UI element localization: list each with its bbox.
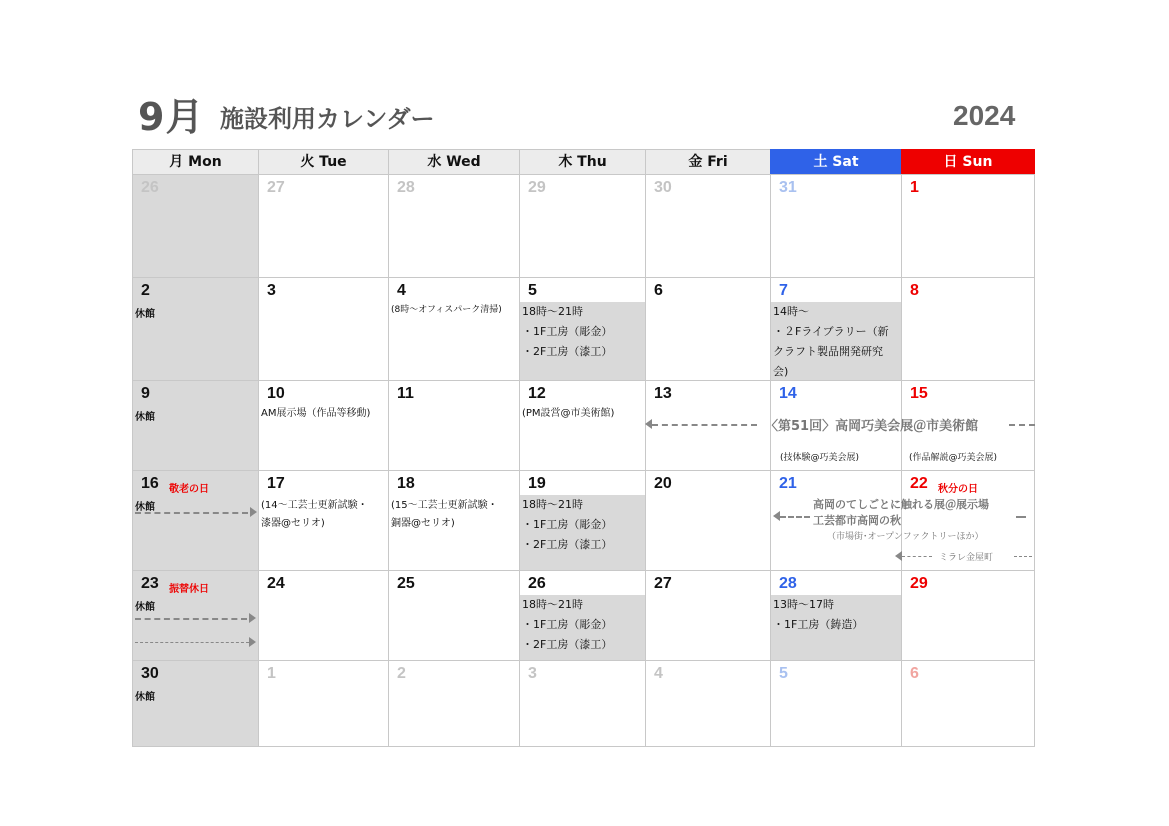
event-line: 13時～17時 [773,598,834,611]
day-number: 2 [397,665,406,682]
day-number: 5 [528,282,537,299]
weekday-header-tue: 火 Tue [258,149,389,175]
day-number: 10 [267,385,285,402]
day-number: 28 [397,179,415,196]
day-cell [519,660,646,747]
event-line: ・2F工房（漆工） [522,538,613,551]
day-number: 19 [528,475,546,492]
workshop-block [771,595,901,661]
day-cell [388,570,520,661]
event-note: (技体験@巧美会展) [780,453,860,463]
day-number: 17 [267,475,285,492]
day-cell [901,570,1035,661]
workshop-block [520,595,645,661]
dashed-line [780,516,810,518]
day-cell [132,277,259,381]
event-line: 18時～21時 [522,498,583,511]
day-cell [645,570,771,661]
day-cell [258,380,389,471]
day-cell [519,277,646,381]
day-cell [770,660,902,747]
day-cell [388,277,520,381]
day-number: 4 [397,282,406,299]
day-cell [901,174,1035,278]
day-cell [519,380,646,471]
weekday-header-fri: 金 Fri [645,149,771,175]
holiday-label: 敬老の日 [169,484,209,495]
day-cell [645,470,771,571]
dashed-line [1016,516,1026,518]
arrow-right-icon [249,613,256,623]
day-number: 3 [267,282,276,299]
day-cell [258,470,389,571]
day-cell [645,277,771,381]
day-cell [901,660,1035,747]
arrow-left-icon [773,511,780,521]
day-number: 30 [654,179,672,196]
closed-label: 休館 [135,602,155,613]
day-number: 12 [528,385,546,402]
arrow-left-icon [895,551,902,561]
weekday-header-sun: 日 Sun [901,149,1035,175]
day-number: 26 [141,179,159,196]
calendar-grid [132,149,1035,747]
day-number: 22 [910,475,928,492]
event-line: ・2F工房（漆工） [522,638,613,651]
month-title: 9月 [138,95,205,139]
day-cell [132,174,259,278]
event-line: ・1F工房（彫金） [522,518,613,531]
workshop-block [520,495,645,571]
day-number: 6 [910,665,919,682]
exhibition-banner: 〈第51回〉高岡巧美会展＠市美術館 [765,419,979,434]
day-number: 20 [654,475,672,492]
day-number: 31 [779,179,797,196]
day-cell [388,660,520,747]
dashed-line [652,424,757,426]
day-number: 29 [910,575,928,592]
day-number: 5 [779,665,788,682]
day-cell [519,570,646,661]
day-number: 3 [528,665,537,682]
day-cell [258,277,389,381]
day-number: 27 [267,179,285,196]
day-cell [132,660,259,747]
dashed-line [1009,424,1035,426]
event-note: (作品解説@巧美会展) [909,453,998,463]
weekday-header-sat: 土 Sat [770,149,902,175]
event-line: ・1F工房（彫金） [522,618,613,631]
event-line: 18時～21時 [522,598,583,611]
event-note: 銅器@セリオ) [391,518,455,529]
closed-label: 休館 [135,309,155,320]
arrow-right-icon [249,637,256,647]
day-cell [901,277,1035,381]
workshop-block [520,302,645,381]
dashed-line [135,512,248,514]
arrow-right-icon [250,507,257,517]
day-cell [770,570,902,661]
day-cell [645,174,771,278]
day-number: 6 [654,282,663,299]
day-number: 11 [397,385,414,402]
closed-label: 休館 [135,692,155,703]
event-line: 会) [773,365,789,378]
day-cell [258,660,389,747]
day-cell [132,570,259,661]
dashed-line [902,556,932,557]
holiday-label: 振替休日 [169,584,209,595]
day-number: 30 [141,665,159,682]
event-line: 18時～21時 [522,305,583,318]
event-note: (8時～オフィスパーク清掃) [391,305,502,315]
day-cell [132,470,259,571]
event-subtitle: （市場街･オープンファクトリーほか） [827,532,984,542]
day-number: 9 [141,385,150,402]
day-number: 18 [397,475,415,492]
event-line: クラフト製品開発研究 [773,345,883,358]
event-note: (15～工芸士更新試験・ [391,500,498,511]
year-label: 2024 [953,100,1016,131]
day-number: 1 [910,179,919,196]
weekday-header-wed: 水 Wed [388,149,520,175]
workshop-block [771,302,901,381]
calendar-title: 施設利用カレンダー [220,105,435,133]
day-number: 28 [779,575,797,592]
event-note: (PM設営@市美術館) [522,408,615,419]
closed-label: 休館 [135,412,155,423]
day-number: 16 [141,475,159,492]
event-title: 工芸都市高岡の秋 [813,514,901,527]
holiday-label: 秋分の日 [938,484,978,495]
day-cell [258,174,389,278]
event-line: ・1F工房（鋳造） [773,618,864,631]
weekday-header-thu: 木 Thu [519,149,646,175]
event-subtitle: ミラレ金屋町 [939,553,994,563]
event-title: 高岡のてしごとに触れる展＠展示場 [813,498,989,511]
day-number: 2 [141,282,150,299]
closed-label: 休館 [135,502,155,513]
event-note: AM展示場（作品等移動) [261,408,371,419]
day-cell [645,660,771,747]
day-cell [519,174,646,278]
day-number: 15 [910,385,928,402]
day-number: 21 [779,475,797,492]
day-number: 4 [654,665,663,682]
day-number: 1 [267,665,276,682]
day-cell [388,174,520,278]
event-line: ・２Fライブラリー（新 [773,325,889,338]
dashed-line [135,642,249,643]
event-line: ・2F工房（漆工） [522,345,613,358]
day-cell [770,174,902,278]
day-number: 24 [267,575,285,592]
day-cell [770,277,902,381]
event-note: (14～工芸士更新試験・ [261,500,368,511]
day-number: 29 [528,179,546,196]
day-cell [258,570,389,661]
weekday-header-mon: 月 Mon [132,149,259,175]
event-note: 漆器@セリオ) [261,518,325,529]
day-number: 7 [779,282,788,299]
event-line: ・1F工房（彫金） [522,325,613,338]
day-number: 26 [528,575,546,592]
event-line: 14時～ [773,305,809,318]
day-number: 14 [779,385,797,402]
day-number: 27 [654,575,672,592]
arrow-left-icon [645,419,652,429]
day-cell [388,380,520,471]
day-number: 8 [910,282,919,299]
day-number: 25 [397,575,415,592]
day-cell [519,470,646,571]
day-number: 13 [654,385,672,402]
day-cell [388,470,520,571]
day-cell [132,380,259,471]
dashed-line [135,618,247,620]
day-number: 23 [141,575,159,592]
dashed-line [1014,556,1032,557]
